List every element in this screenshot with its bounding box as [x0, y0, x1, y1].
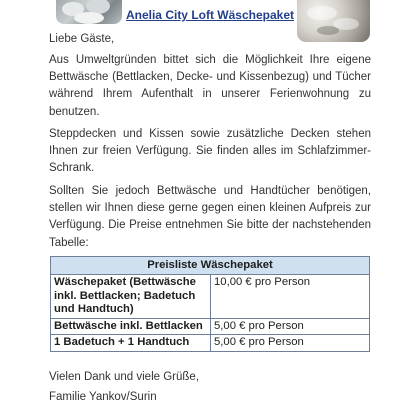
table-row [51, 335, 370, 352]
greeting-text: Liebe Gäste, [49, 33, 115, 45]
towels-photo [56, 0, 122, 24]
price-cell: 10,00 € pro Person [211, 275, 370, 319]
table-row [51, 318, 370, 335]
price-table [50, 256, 370, 352]
price-cell: 5,00 € pro Person [211, 318, 370, 335]
paragraph-prices-intro: Sollten Sie jedoch Bettwäsche und Handtücher benötigen, stellen wir Ihnen diese gerne gegen einen kleinen Aufpreis zur Verfügung. Die Preise entnehmen Sie bitte der nachstehenden Tabelle: [49, 185, 371, 249]
document-title: Anelia City Loft Wäschepaket [125, 8, 295, 22]
paragraph-blankets: Steppdecken und Kissen sowie zusätzliche Decken stehen Ihnen zur freien Verfügung. Sie finden alles im Schlafzimmer-Schrank. [49, 128, 371, 175]
item-cell: Bettwäsche inkl. Bettlacken [51, 318, 211, 335]
table-title: Preisliste Wäschepaket [51, 257, 370, 275]
table-row [51, 275, 370, 319]
item-cell: Wäschepaket (Bettwäsche inkl. Bettlacken; Badetuch und Handtuch) [51, 275, 211, 319]
closing-text: Vielen Dank und viele Grüße, [49, 371, 200, 383]
table-header-row [51, 257, 370, 275]
item-cell: 1 Badetuch + 1 Handtuch [51, 335, 211, 352]
paragraph-environment: Aus Umweltgründen bittet sich die Möglichkeit Ihre eigene Bettwäsche (Bettlacken, Decke- und Kissenbezug) und Tücher während Ihrem Aufenthalt in unserer Ferienwohnung zu benutzen. [49, 54, 371, 118]
signature-text: Familie Yankov/Surin [49, 391, 157, 403]
price-cell: 5,00 € pro Person [211, 335, 370, 352]
